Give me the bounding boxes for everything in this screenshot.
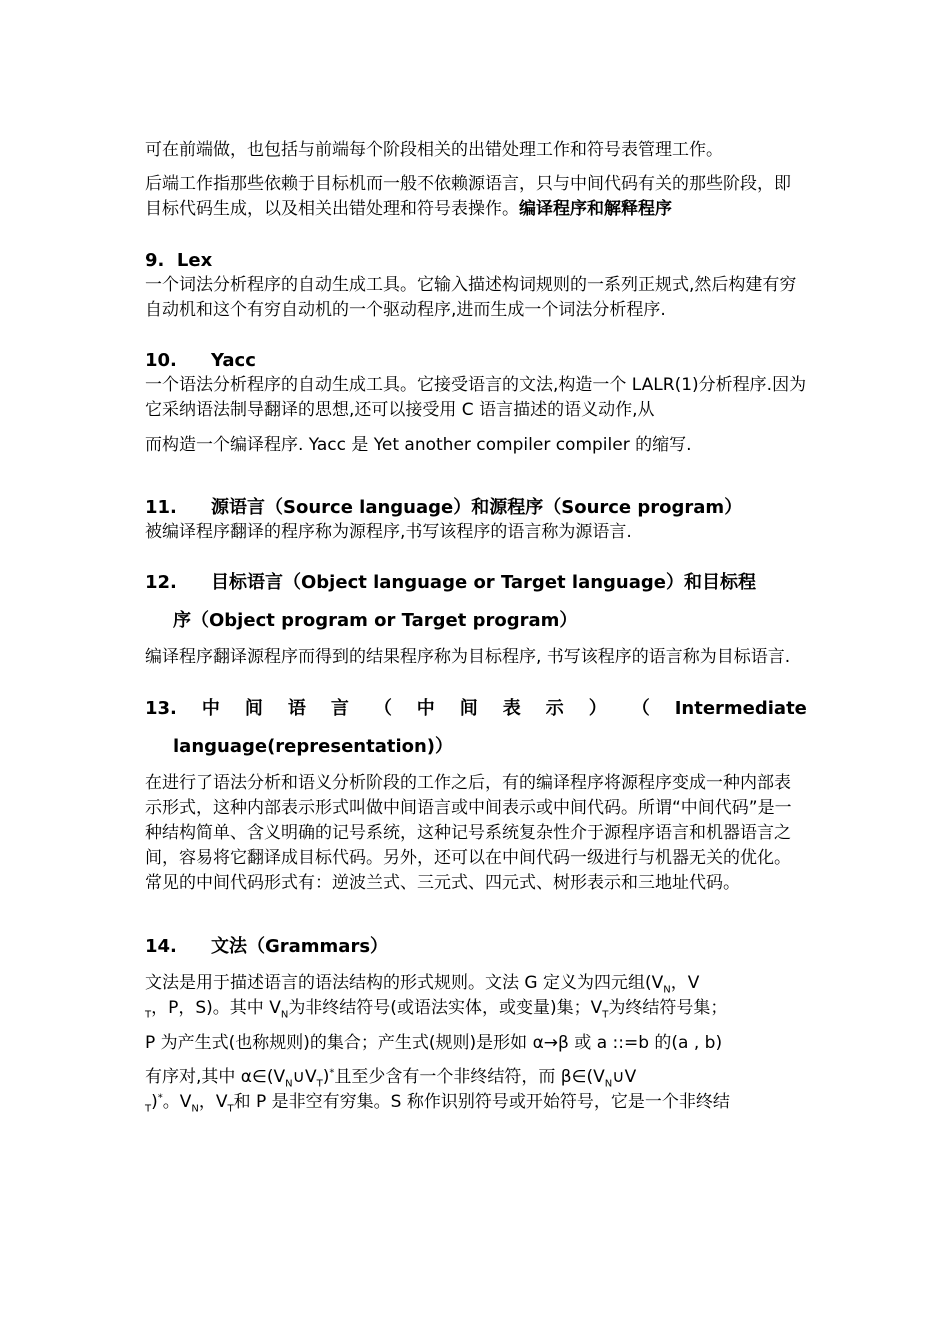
intro-paragraph-2 xyxy=(145,172,807,222)
section-11-heading xyxy=(145,495,807,520)
section-13-title-char: 言 xyxy=(330,698,349,719)
document-page xyxy=(145,138,807,1115)
s14-subscript: T xyxy=(227,1103,234,1115)
section-11-number: 11. xyxy=(145,497,177,518)
section-13-title-char: （ xyxy=(373,698,392,719)
section-12-heading xyxy=(145,570,807,595)
s14-text: 。V xyxy=(162,1092,192,1112)
section-9-title: Lex xyxy=(176,250,213,271)
section-13-number: 13. xyxy=(145,698,177,719)
section-12-body: 编译程序翻译源程序而得到的结果程序称为目标程序, 书写该程序的语言称为目标语言. xyxy=(145,647,791,667)
section-13-heading xyxy=(145,696,807,721)
section-13-title-char: 间 xyxy=(244,698,263,719)
s14-text: ，V xyxy=(198,1092,228,1112)
section-9-number: 9. xyxy=(145,250,165,271)
section-14-line-3 xyxy=(145,1065,807,1115)
section-13-title-char: 中 xyxy=(201,698,220,719)
s14-subscript: T xyxy=(602,1009,609,1021)
s14-superscript: * xyxy=(157,1092,163,1104)
section-12-title-1: 目标语言（Object language or Target language）和目标程 xyxy=(211,572,756,593)
intro-paragraph-2-bold: 编译程序和解释程序 xyxy=(519,199,672,219)
s14-subscript: N xyxy=(663,984,671,996)
section-14-title: 文法（Grammars） xyxy=(211,936,389,957)
s14-text: 文法是用于描述语言的语法结构的形式规则。文法 G 定义为四元组(V xyxy=(145,973,664,993)
section-14-number: 14. xyxy=(145,936,177,957)
section-11-body: 被编译程序翻译的程序称为源程序,书写该程序的语言称为源语言. xyxy=(145,522,632,542)
s14-text: 为非终结符号(或语法实体，或变量)集；V xyxy=(288,998,603,1018)
s14-subscript: N xyxy=(604,1078,613,1090)
section-13-title-char: 表 xyxy=(502,698,521,719)
section-13-title-char: 中 xyxy=(416,698,435,719)
section-9-body: 一个词法分析程序的自动生成工具。它输入描述构词规则的一系列正规式,然后构建有穷自动机和这个有穷自动机的一个驱动程序,进而生成一个词法分析程序. xyxy=(145,275,797,320)
section-11-title: 源语言（Source language）和源程序（Source program） xyxy=(211,497,743,518)
s14-text: 且至少含有一个非终结符，而 β∈(V xyxy=(334,1067,605,1087)
s14-text: ，V xyxy=(670,973,700,993)
section-14-heading xyxy=(145,934,807,959)
section-13-title-char: 间 xyxy=(459,698,478,719)
section-13-title-char: Intermediate xyxy=(674,698,807,719)
section-10-heading xyxy=(145,348,807,373)
section-10-body-2: 而构造一个编译程序. Yacc 是 Yet another compiler compiler 的缩写. xyxy=(145,435,692,455)
section-13-body: 在进行了语法分析和语义分析阶段的工作之后，有的编译程序将源程序变成一种内部表示形式，这种内部表示形式叫做中间语言或中间表示或中间代码。所谓“中间代码”是一种结构简单、含义明确的记号系统，这种记号系统复杂性介于源程序语言和机器语言之间，容易将它翻译成目标代码。另外，还可以在中间代码一级进行与机器无关的优化。常见的中间代码形式有：逆波兰式、三元式、四元式、树形表示和三地址代码。 xyxy=(145,773,792,893)
s14-subscript: T xyxy=(316,1078,323,1090)
s14-text: ∪V xyxy=(292,1067,317,1087)
section-10-title: Yacc xyxy=(211,350,256,371)
s14-subscript: T xyxy=(145,1103,152,1115)
s14-superscript: * xyxy=(329,1067,335,1079)
s14-text: ，P，S)。其中 V xyxy=(151,998,281,1018)
section-13-title-char: 语 xyxy=(287,698,306,719)
intro-paragraph-1: 可在前端做，也包括与前端每个阶段相关的出错处理工作和符号表管理工作。 xyxy=(145,140,723,160)
section-14-line-1 xyxy=(145,971,807,1021)
section-12-title-2: 序（Object program or Target program） xyxy=(173,610,578,631)
s14-text: 为终结符号集； xyxy=(608,998,728,1018)
section-13-title-char: 示 xyxy=(545,698,564,719)
section-10-body-1: 一个语法分析程序的自动生成工具。它接受语言的文法,构造一个 LALR(1)分析程序.因为它采纳语法制导翻译的思想,还可以接受用 C 语言描述的语义动作,从 xyxy=(145,375,807,420)
section-10-number: 10. xyxy=(145,350,177,371)
section-13-title-char: ） xyxy=(588,698,607,719)
s14-subscript: N xyxy=(285,1078,293,1090)
section-13-title-2: language(representation)） xyxy=(173,736,454,757)
s14-text: 和 P 是非空有穷集。S 称作识别符号或开始符号，它是一个非终结 xyxy=(233,1092,730,1112)
section-9-heading xyxy=(145,248,807,273)
s14-text: ) xyxy=(322,1067,330,1087)
s14-subscript: T xyxy=(145,1009,152,1021)
intro-paragraph-2-text: 后端工作指那些依赖于目标机而一般不依赖源语言，只与中间代码有关的那些阶段，即目标代码生成，以及相关出错处理和符号表操作。 xyxy=(145,174,791,219)
s14-subscript: N xyxy=(280,1009,289,1021)
section-13-title-char: （ xyxy=(631,698,650,719)
section-14-line-2: P 为产生式(也称规则)的集合；产生式(规则)是形如 α→β 或 a ::=b 的(a , b) xyxy=(145,1033,723,1053)
s14-text: ) xyxy=(151,1092,158,1112)
s14-text: ∪V xyxy=(612,1067,637,1087)
s14-subscript: N xyxy=(191,1103,199,1115)
s14-text: 有序对,其中 α∈(V xyxy=(145,1067,286,1087)
section-12-number: 12. xyxy=(145,572,177,593)
